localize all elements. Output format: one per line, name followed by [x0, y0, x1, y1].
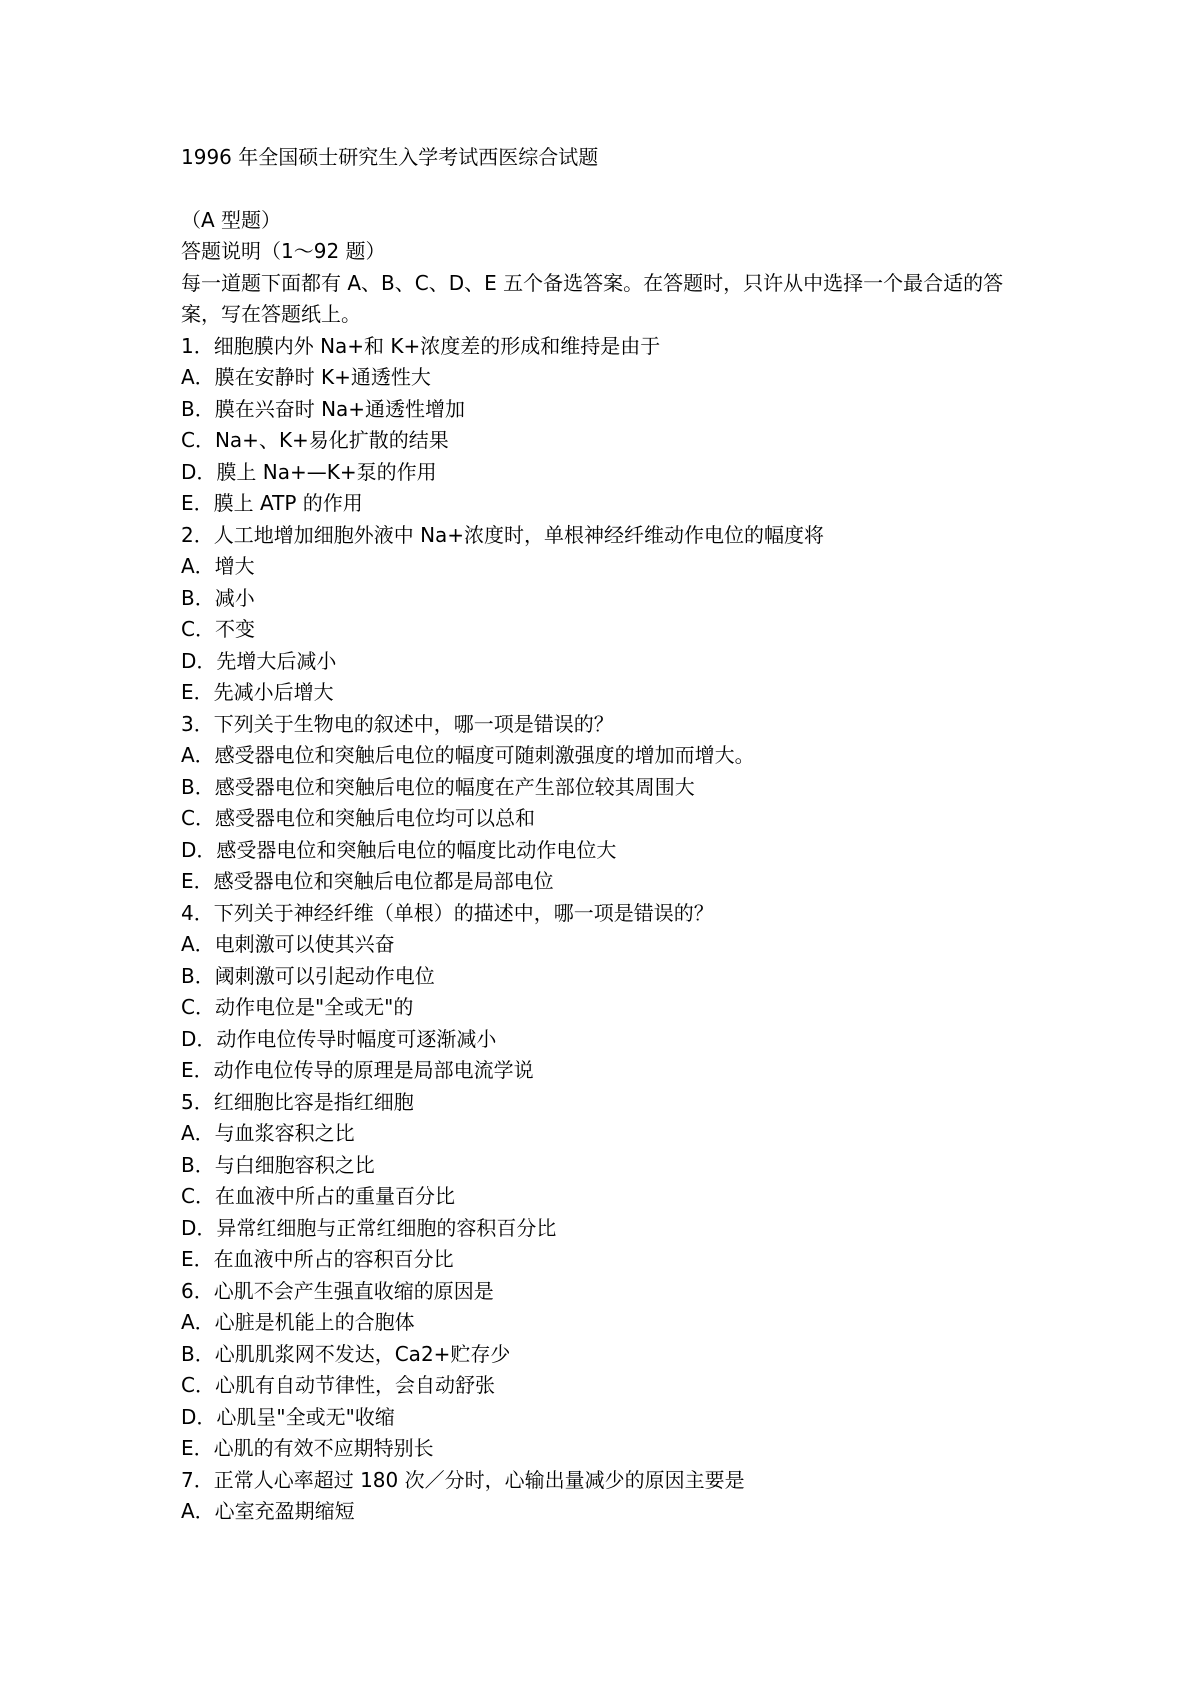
instructions-body: 每一道题下面都有 A、B、C、D、E 五个备选答案。在答题时，只许从中选择一个最合适的答案，写在答题纸上。 — [181, 270, 1004, 326]
question-6: 6．心肌不会产生强直收缩的原因是 — [181, 1278, 494, 1303]
option-6c: C．心肌有自动节律性，会自动舒张 — [181, 1373, 495, 1397]
question-7: 7．正常人心率超过 180 次／分时，心输出量减少的原因主要是 — [181, 1467, 745, 1492]
option-6d: D．心肌呈"全或无"收缩 — [181, 1404, 395, 1429]
question-list — [181, 331, 1011, 1528]
option-7a: A．心室充盈期缩短 — [181, 1499, 355, 1523]
option-5b: B．与白细胞容积之比 — [181, 1152, 375, 1177]
question-1: 1．细胞膜内外 Na+和 K+浓度差的形成和维持是由于 — [181, 333, 661, 358]
instructions-title: 答题说明（1～92 题） — [181, 239, 386, 263]
option-4a: A．电刺激可以使其兴奋 — [181, 932, 395, 956]
page-title: 1996 年全国硕士研究生入学考试西医综合试题 — [181, 145, 599, 169]
option-6e: E．心肌的有效不应期特别长 — [181, 1436, 434, 1460]
option-1b: B．膜在兴奋时 Na+通透性增加 — [181, 396, 466, 421]
question-4: 4．下列关于神经纤维（单根）的描述中，哪一项是错误的？ — [181, 900, 714, 925]
option-2a: A．增大 — [181, 554, 255, 578]
option-2c: C．不变 — [181, 617, 255, 641]
option-2b: B．减小 — [181, 585, 255, 610]
option-5d: D．异常红细胞与正常红细胞的容积百分比 — [181, 1215, 557, 1240]
option-1c: C．Na+、K+易化扩散的结果 — [181, 428, 449, 452]
question-3: 3．下列关于生物电的叙述中，哪一项是错误的？ — [181, 711, 614, 736]
spacer — [181, 174, 1011, 205]
option-3c: C．感受器电位和突触后电位均可以总和 — [181, 806, 535, 830]
option-6b: B．心肌肌浆网不发达，Ca2+贮存少 — [181, 1341, 511, 1366]
option-6a: A．心脏是机能上的合胞体 — [181, 1310, 415, 1334]
document-body — [181, 142, 1011, 1528]
option-3d: D．感受器电位和突触后电位的幅度比动作电位大 — [181, 837, 617, 862]
option-4d: D．动作电位传导时幅度可逐渐减小 — [181, 1026, 497, 1051]
option-1a: A．膜在安静时 K+通透性大 — [181, 365, 431, 389]
option-3b: B．感受器电位和突触后电位的幅度在产生部位较其周围大 — [181, 774, 695, 799]
option-1e: E．膜上 ATP 的作用 — [181, 491, 363, 515]
question-5: 5．红细胞比容是指红细胞 — [181, 1089, 414, 1114]
option-5a: A．与血浆容积之比 — [181, 1121, 355, 1145]
option-2e: E．先减小后增大 — [181, 680, 334, 704]
option-3e: E．感受器电位和突触后电位都是局部电位 — [181, 869, 554, 893]
option-2d: D．先增大后减小 — [181, 648, 337, 673]
option-4b: B．阈刺激可以引起动作电位 — [181, 963, 435, 988]
option-4e: E．动作电位传导的原理是局部电流学说 — [181, 1058, 534, 1082]
question-2: 2．人工地增加细胞外液中 Na+浓度时，单根神经纤维动作电位的幅度将 — [181, 522, 825, 547]
section-label: （A 型题） — [181, 207, 282, 232]
option-4c: C．动作电位是"全或无"的 — [181, 995, 414, 1019]
option-5e: E．在血液中所占的容积百分比 — [181, 1247, 454, 1271]
option-1d: D．膜上 Na+—K+泵的作用 — [181, 459, 437, 484]
option-3a: A．感受器电位和突触后电位的幅度可随刺激强度的增加而增大。 — [181, 743, 755, 767]
option-5c: C．在血液中所占的重量百分比 — [181, 1184, 455, 1208]
